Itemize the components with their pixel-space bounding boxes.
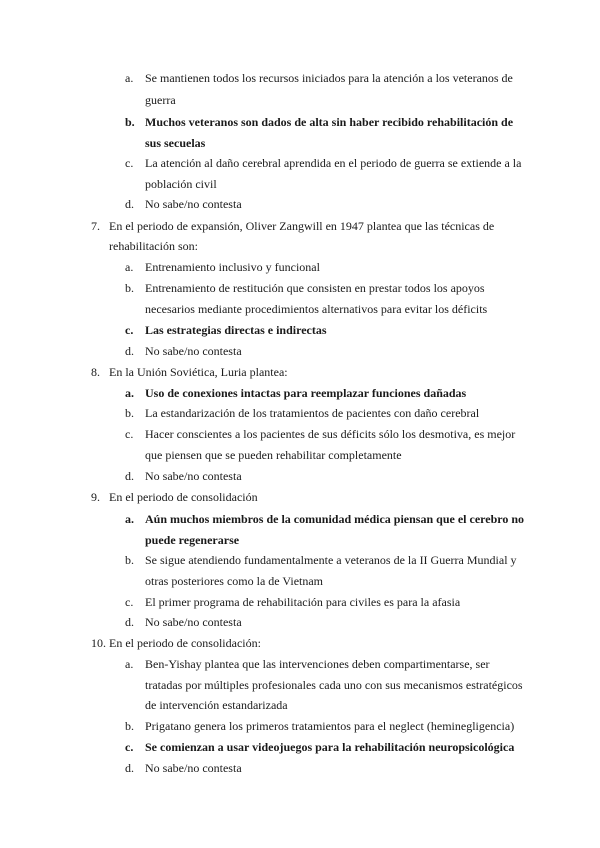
- correct-option-marker: c.: [125, 323, 134, 337]
- option-text: Ben-Yishay plantea que las intervenciones deben compartimentarse, ser: [145, 657, 490, 671]
- option-marker: b.: [125, 281, 134, 295]
- question-number: 8.: [91, 365, 100, 379]
- option-text: No sabe/no contesta: [145, 344, 242, 358]
- correct-option-text: Se comienzan a usar videojuegos para la rehabilitación neuropsicológica: [145, 740, 515, 754]
- option-marker: a.: [125, 657, 134, 671]
- question-stem: En la Unión Soviética, Luria plantea:: [109, 365, 288, 379]
- correct-option-text: Muchos veteranos son dados de alta sin haber recibido rehabilitación de: [145, 115, 514, 129]
- correct-option-marker: c.: [125, 740, 134, 754]
- option-marker: d.: [125, 344, 134, 358]
- option-text: No sabe/no contesta: [145, 197, 242, 211]
- option-text: Se mantienen todos los recursos iniciados para la atención a los veteranos de: [145, 71, 513, 85]
- option-text: Hacer conscientes a los pacientes de sus déficits sólo los desmotiva, es mejor: [145, 427, 516, 441]
- option-text: necesarios mediante procedimientos alternativos para evitar los déficits: [145, 302, 488, 316]
- option-text: No sabe/no contesta: [145, 615, 242, 629]
- option-marker: c.: [125, 156, 134, 170]
- question-number: 10.: [91, 636, 106, 650]
- option-marker: a.: [125, 260, 134, 274]
- question-stem: En el periodo de consolidación: [109, 490, 258, 504]
- correct-option-marker: a.: [125, 512, 134, 526]
- option-text: Se sigue atendiendo fundamentalmente a veteranos de la II Guerra Mundial y: [145, 553, 517, 567]
- option-text: otras posteriores como la de Vietnam: [145, 574, 324, 588]
- option-marker: b.: [125, 406, 134, 420]
- question-number: 9.: [91, 490, 100, 504]
- correct-option-marker: b.: [125, 115, 135, 129]
- option-text: Entrenamiento inclusivo y funcional: [145, 260, 320, 274]
- option-marker: d.: [125, 615, 134, 629]
- option-text: guerra: [145, 93, 176, 107]
- option-marker: b.: [125, 553, 134, 567]
- option-text: de intervención estandarizada: [145, 698, 288, 712]
- option-marker: d.: [125, 469, 134, 483]
- option-text: No sabe/no contesta: [145, 469, 242, 483]
- option-text: Entrenamiento de restitución que consisten en prestar todos los apoyos: [145, 281, 485, 295]
- option-text: La estandarización de los tratamientos de pacientes con daño cerebral: [145, 406, 480, 420]
- question-stem: En el periodo de expansión, Oliver Zangwill en 1947 plantea que las técnicas de: [109, 219, 495, 233]
- option-text: población civil: [145, 177, 217, 191]
- option-marker: d.: [125, 761, 134, 775]
- option-text: El primer programa de rehabilitación para civiles es para la afasia: [145, 595, 461, 609]
- option-marker: c.: [125, 595, 134, 609]
- question-stem: En el periodo de consolidación:: [109, 636, 261, 650]
- question-stem: rehabilitación son:: [109, 239, 198, 253]
- correct-option-text: sus secuelas: [145, 136, 206, 150]
- option-marker: c.: [125, 427, 134, 441]
- option-marker: d.: [125, 197, 134, 211]
- option-text: que piensen que se pueden rehabilitar completamente: [145, 448, 402, 462]
- correct-option-text: Las estrategias directas e indirectas: [145, 323, 327, 337]
- option-marker: a.: [125, 71, 134, 85]
- option-marker: b.: [125, 719, 134, 733]
- correct-option-text: Uso de conexiones intactas para reemplazar funciones dañadas: [145, 386, 467, 400]
- correct-option-text: Aún muchos miembros de la comunidad médica piensan que el cerebro no: [145, 512, 525, 526]
- option-text: No sabe/no contesta: [145, 761, 242, 775]
- question-number: 7.: [91, 219, 100, 233]
- option-text: Prigatano genera los primeros tratamientos para el neglect (heminegligencia): [145, 719, 515, 733]
- option-text: La atención al daño cerebral aprendida en el periodo de guerra se extiende a la: [145, 156, 522, 170]
- correct-option-text: puede regenerarse: [145, 533, 240, 547]
- correct-option-marker: a.: [125, 386, 134, 400]
- option-text: tratadas por múltiples profesionales cada uno con sus mecanismos estratégicos: [145, 678, 523, 692]
